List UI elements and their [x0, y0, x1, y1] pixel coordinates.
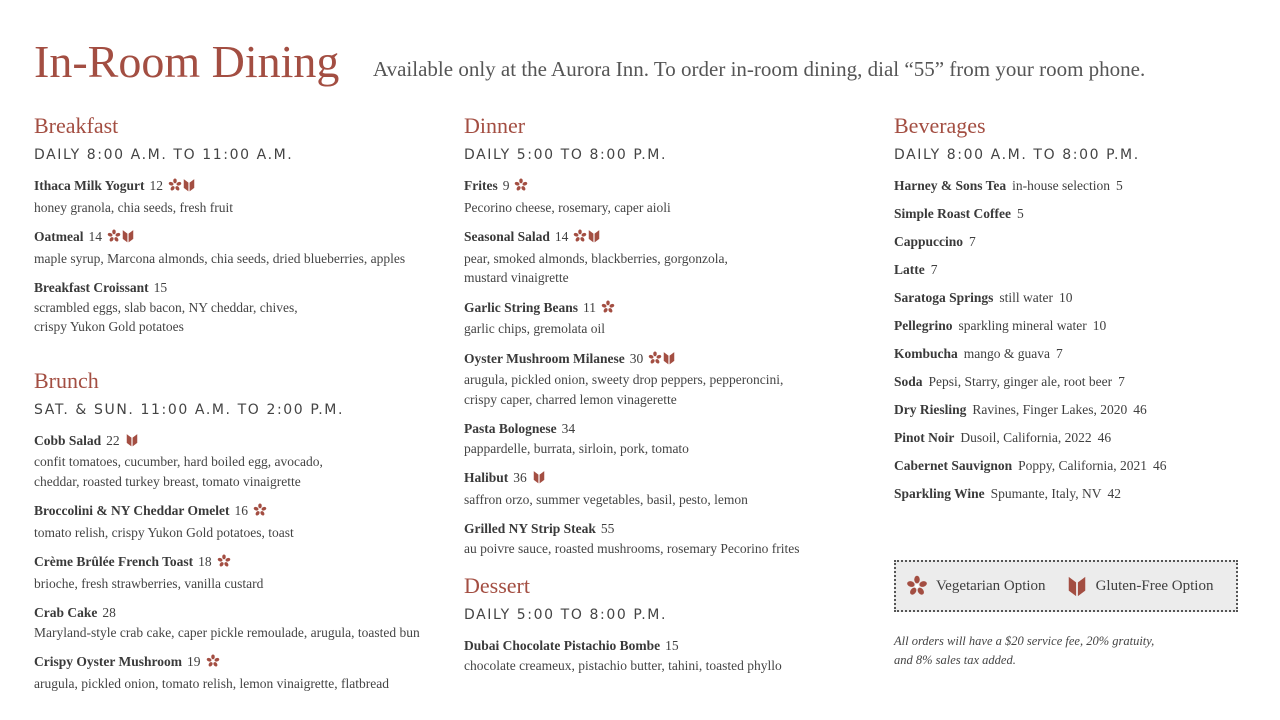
- beverage-detail: Poppy, California, 2021: [1018, 458, 1148, 473]
- menu-item-price: 16: [234, 503, 248, 518]
- menu-item-header: [34, 176, 454, 198]
- dietary-icons: [532, 470, 546, 490]
- section-hours: DAILY 8:00 A.M. TO 11:00 A.M.: [34, 147, 294, 163]
- menu-item-header: [34, 652, 454, 674]
- beverage-item: [894, 176, 1274, 196]
- menu-item-price: 15: [665, 638, 679, 653]
- menu-item-header: [34, 552, 454, 574]
- menu-item-description: arugula, pickled onion, sweety drop peppers, pepperoncini,: [464, 372, 784, 387]
- beverage-price: 46: [1153, 458, 1167, 473]
- beverage-name: Sparkling Wine: [894, 486, 985, 501]
- beverage-item: [894, 232, 1274, 252]
- menu-item: [464, 636, 884, 675]
- dietary-icons: [253, 503, 267, 523]
- section-breakfast: [34, 112, 454, 337]
- menu-item-description: Pecorino cheese, rosemary, caper aioli: [464, 199, 671, 215]
- legend-vegetarian-label: Vegetarian Option: [936, 577, 1046, 594]
- menu-item-price: 14: [554, 229, 569, 244]
- menu-item-name: Frites: [464, 178, 498, 193]
- beverage-price: 7: [1118, 374, 1125, 389]
- vegetarian-icon: [906, 574, 928, 598]
- section-hours: SAT. & SUN. 11:00 A.M. TO 2:00 P.M.: [34, 401, 345, 418]
- beverage-name: Latte: [894, 262, 925, 277]
- section-dinner: [464, 112, 884, 558]
- menu-item-price: 18: [198, 554, 212, 569]
- menu-item-name: Garlic String Beans: [464, 299, 578, 315]
- menu-item-name: Oatmeal: [34, 229, 84, 244]
- beverage-price: 5: [1016, 206, 1024, 221]
- menu-item-price: 22: [106, 432, 120, 448]
- menu-item-name: Pasta Bolognese: [464, 421, 557, 436]
- menu-item: [34, 278, 454, 337]
- menu-item-description: saffron orzo, summer vegetables, basil, pesto, lemon: [464, 491, 748, 507]
- menu-item-header: [34, 603, 454, 623]
- menu-item-description: pappardelle, burrata, sirloin, pork, tomato: [464, 440, 689, 456]
- beverage-item: [894, 344, 1274, 364]
- footnote: [894, 632, 1194, 670]
- beverage-detail: mango & guava: [963, 346, 1050, 361]
- beverage-item: [894, 316, 1274, 336]
- vegetarian-icon: [573, 231, 587, 246]
- menu-item-price: 9: [502, 178, 510, 193]
- beverage-price: 7: [969, 234, 976, 249]
- beverage-price: 42: [1107, 486, 1122, 501]
- gluten-free-icon: [587, 231, 601, 246]
- menu-item-name: Crème Brûlée French Toast: [34, 554, 194, 569]
- beverage-name: Dry Riesling: [894, 402, 967, 417]
- dietary-icons: [107, 229, 135, 249]
- section-beverages: [894, 112, 1274, 504]
- menu-item: [34, 652, 454, 693]
- gluten-free-icon: [1066, 574, 1088, 598]
- menu-item-header: [34, 278, 454, 298]
- gluten-free-icon: [125, 435, 139, 450]
- menu-item-header: [464, 298, 884, 320]
- dietary-icons: [125, 433, 139, 453]
- menu-item-header: [34, 227, 454, 249]
- menu-item-description: Maryland-style crab cake, caper pickle remoulade, arugula, toasted bun: [34, 624, 420, 640]
- beverage-name: Saratoga Springs: [894, 290, 994, 305]
- beverage-price: 10: [1092, 318, 1107, 333]
- beverage-item: [894, 260, 1274, 280]
- footnote-line: All orders will have a $20 service fee, 20% gratuity,: [894, 634, 1155, 648]
- dietary-icons: [217, 554, 231, 574]
- menu-item-name: Cobb Salad: [34, 432, 102, 448]
- menu-item-header: [34, 501, 454, 523]
- menu-item-header: [464, 176, 884, 198]
- menu-item-description: cheddar, roasted turkey breast, tomato vinaigrette: [34, 473, 301, 489]
- menu-item-price: 30: [629, 350, 644, 366]
- beverage-detail: Dusoil, California, 2022: [960, 430, 1092, 445]
- page-subtitle: Available only at the Aurora Inn. To order in-room dining, dial “55” from your room phone.: [373, 57, 1146, 81]
- menu-item-description: chocolate creameux, pistachio butter, tahini, toasted phyllo: [464, 657, 782, 673]
- menu-item-price: 14: [88, 229, 102, 244]
- menu-item-description: brioche, fresh strawberries, vanilla custard: [34, 575, 264, 591]
- menu-item-description: honey granola, chia seeds, fresh fruit: [34, 199, 234, 215]
- menu-item: [34, 552, 454, 593]
- menu-item-header: [464, 519, 884, 539]
- beverage-name: Kombucha: [894, 346, 958, 361]
- menu-item-price: 19: [187, 654, 201, 669]
- menu-item-description: tomato relish, crispy Yukon Gold potatoes, toast: [34, 524, 294, 540]
- beverage-name: Cabernet Sauvignon: [894, 458, 1013, 473]
- vegetarian-icon: [514, 180, 528, 195]
- menu-item-name: Dubai Chocolate Pistachio Bombe: [464, 638, 661, 653]
- beverage-item: [894, 484, 1274, 504]
- beverage-item: [894, 204, 1274, 224]
- vegetarian-icon: [217, 556, 231, 571]
- column-left: [34, 112, 454, 703]
- section-title: Beverages: [894, 113, 986, 138]
- menu-item-description: mustard vinaigrette: [464, 270, 569, 285]
- dietary-icons: [573, 229, 601, 249]
- gluten-free-icon: [121, 231, 135, 246]
- menu-item-description: pear, smoked almonds, blackberries, gorgonzola,: [464, 250, 728, 266]
- menu-item-name: Broccolini & NY Cheddar Omelet: [34, 503, 230, 518]
- beverage-item: [894, 428, 1274, 448]
- beverage-detail: Pepsi, Starry, ginger ale, root beer: [928, 374, 1113, 389]
- menu-item: [464, 349, 884, 410]
- menu-item: [34, 501, 454, 542]
- beverage-price: 46: [1133, 402, 1147, 417]
- gluten-free-icon: [182, 180, 196, 195]
- menu-item-price: 34: [561, 421, 576, 436]
- menu-item: [464, 176, 884, 217]
- menu-item: [34, 227, 454, 268]
- menu-item-header: [464, 636, 884, 656]
- vegetarian-icon: [206, 656, 220, 671]
- section-title: Dinner: [464, 113, 526, 138]
- column-middle: [464, 112, 884, 685]
- menu-item: [464, 298, 884, 339]
- beverage-item: [894, 372, 1274, 392]
- menu-item-description: scrambled eggs, slab bacon, NY cheddar, chives,: [34, 299, 298, 315]
- menu-item-description: confit tomatoes, cucumber, hard boiled egg, avocado,: [34, 454, 323, 469]
- menu-item-price: 11: [583, 299, 596, 315]
- beverage-item: [894, 400, 1274, 420]
- menu-item-name: Breakfast Croissant: [34, 280, 149, 295]
- footnote-line: and 8% sales tax added.: [894, 653, 1016, 667]
- beverage-price: 7: [1056, 346, 1063, 361]
- dietary-icons: [648, 351, 676, 371]
- beverage-name: Harney & Sons Tea: [894, 178, 1007, 193]
- menu-item-name: Crab Cake: [34, 605, 98, 620]
- beverage-price: 5: [1116, 178, 1123, 193]
- beverage-detail: still water: [999, 290, 1054, 305]
- legend-gluten-free: [1066, 574, 1214, 598]
- menu-item-header: [464, 419, 884, 439]
- section-title: Brunch: [34, 367, 99, 393]
- beverage-detail: in-house selection: [1012, 178, 1111, 193]
- menu-item: [464, 419, 884, 458]
- menu-item-description: arugula, pickled onion, tomato relish, lemon vinaigrette, flatbread: [34, 675, 390, 691]
- menu-item-description: crispy Yukon Gold potatoes: [34, 319, 184, 334]
- menu-item-description: garlic chips, gremolata oil: [464, 321, 605, 336]
- legend-vegetarian: [906, 574, 1046, 598]
- dietary-legend: [894, 560, 1238, 612]
- menu-item: [34, 176, 454, 217]
- menu-item-name: Ithaca Milk Yogurt: [34, 178, 145, 193]
- menu-item-price: 55: [600, 521, 615, 536]
- legend-gluten-free-label: Gluten-Free Option: [1095, 577, 1214, 594]
- section-title: Breakfast: [34, 113, 119, 138]
- menu-item-name: Seasonal Salad: [464, 229, 550, 244]
- beverage-item: [894, 288, 1274, 308]
- beverage-price: 7: [930, 262, 938, 277]
- beverage-list: [894, 176, 1274, 504]
- gluten-free-icon: [532, 472, 546, 487]
- dietary-icons: [601, 300, 615, 320]
- beverage-item: [894, 456, 1274, 476]
- menu-item-price: 36: [513, 470, 527, 485]
- beverage-name: Soda: [894, 374, 923, 389]
- beverage-name: Pellegrino: [894, 318, 953, 333]
- menu-item-name: Oyster Mushroom Milanese: [464, 350, 625, 366]
- menu-item-price: 28: [102, 605, 116, 620]
- menu-item-price: 15: [153, 280, 168, 295]
- dietary-icons: [168, 178, 196, 198]
- beverage-detail: sparkling mineral water: [958, 318, 1087, 333]
- beverage-price: 46: [1097, 430, 1112, 445]
- page-title: In-Room Dining: [34, 36, 340, 87]
- section-dessert: [464, 572, 884, 675]
- beverage-name: Cappuccino: [894, 234, 964, 249]
- menu-item-name: Halibut: [464, 470, 509, 485]
- vegetarian-icon: [601, 302, 615, 317]
- gluten-free-icon: [662, 353, 676, 368]
- menu-item-header: [464, 227, 884, 249]
- beverage-name: Simple Roast Coffee: [894, 206, 1011, 221]
- section-hours: DAILY 8:00 A.M. TO 8:00 P.M.: [894, 147, 1140, 163]
- menu-item-header: [464, 349, 884, 371]
- beverage-detail: Ravines, Finger Lakes, 2020: [972, 402, 1128, 417]
- vegetarian-icon: [168, 180, 182, 195]
- beverage-detail: Spumante, Italy, NV: [990, 486, 1102, 501]
- vegetarian-icon: [107, 231, 121, 246]
- vegetarian-icon: [648, 353, 662, 368]
- dietary-icons: [206, 654, 220, 674]
- beverage-name: Pinot Noir: [894, 430, 955, 445]
- beverage-price: 10: [1059, 290, 1073, 305]
- section-hours: DAILY 5:00 TO 8:00 P.M.: [464, 607, 668, 623]
- menu-item: [464, 468, 884, 509]
- section-brunch: [34, 367, 454, 694]
- vegetarian-icon: [253, 505, 267, 520]
- section-hours: DAILY 5:00 TO 8:00 P.M.: [464, 147, 668, 163]
- menu-item-description: crispy caper, charred lemon vinagerette: [464, 391, 677, 407]
- dietary-icons: [514, 178, 528, 198]
- menu-item-description: au poivre sauce, roasted mushrooms, rosemary Pecorino frites: [464, 540, 800, 556]
- menu-item-description: maple syrup, Marcona almonds, chia seeds, dried blueberries, apples: [34, 250, 406, 266]
- menu-item-price: 12: [149, 178, 163, 193]
- menu-item-name: Crispy Oyster Mushroom: [34, 654, 182, 669]
- menu-item: [34, 603, 454, 642]
- column-right: [894, 112, 1274, 512]
- menu-item: [34, 431, 454, 492]
- menu-item: [464, 519, 884, 558]
- menu-item-header: [34, 431, 454, 453]
- menu-item: [464, 227, 884, 288]
- menu-item-header: [464, 468, 884, 490]
- section-title: Dessert: [464, 573, 530, 598]
- menu-item-name: Grilled NY Strip Steak: [464, 521, 596, 536]
